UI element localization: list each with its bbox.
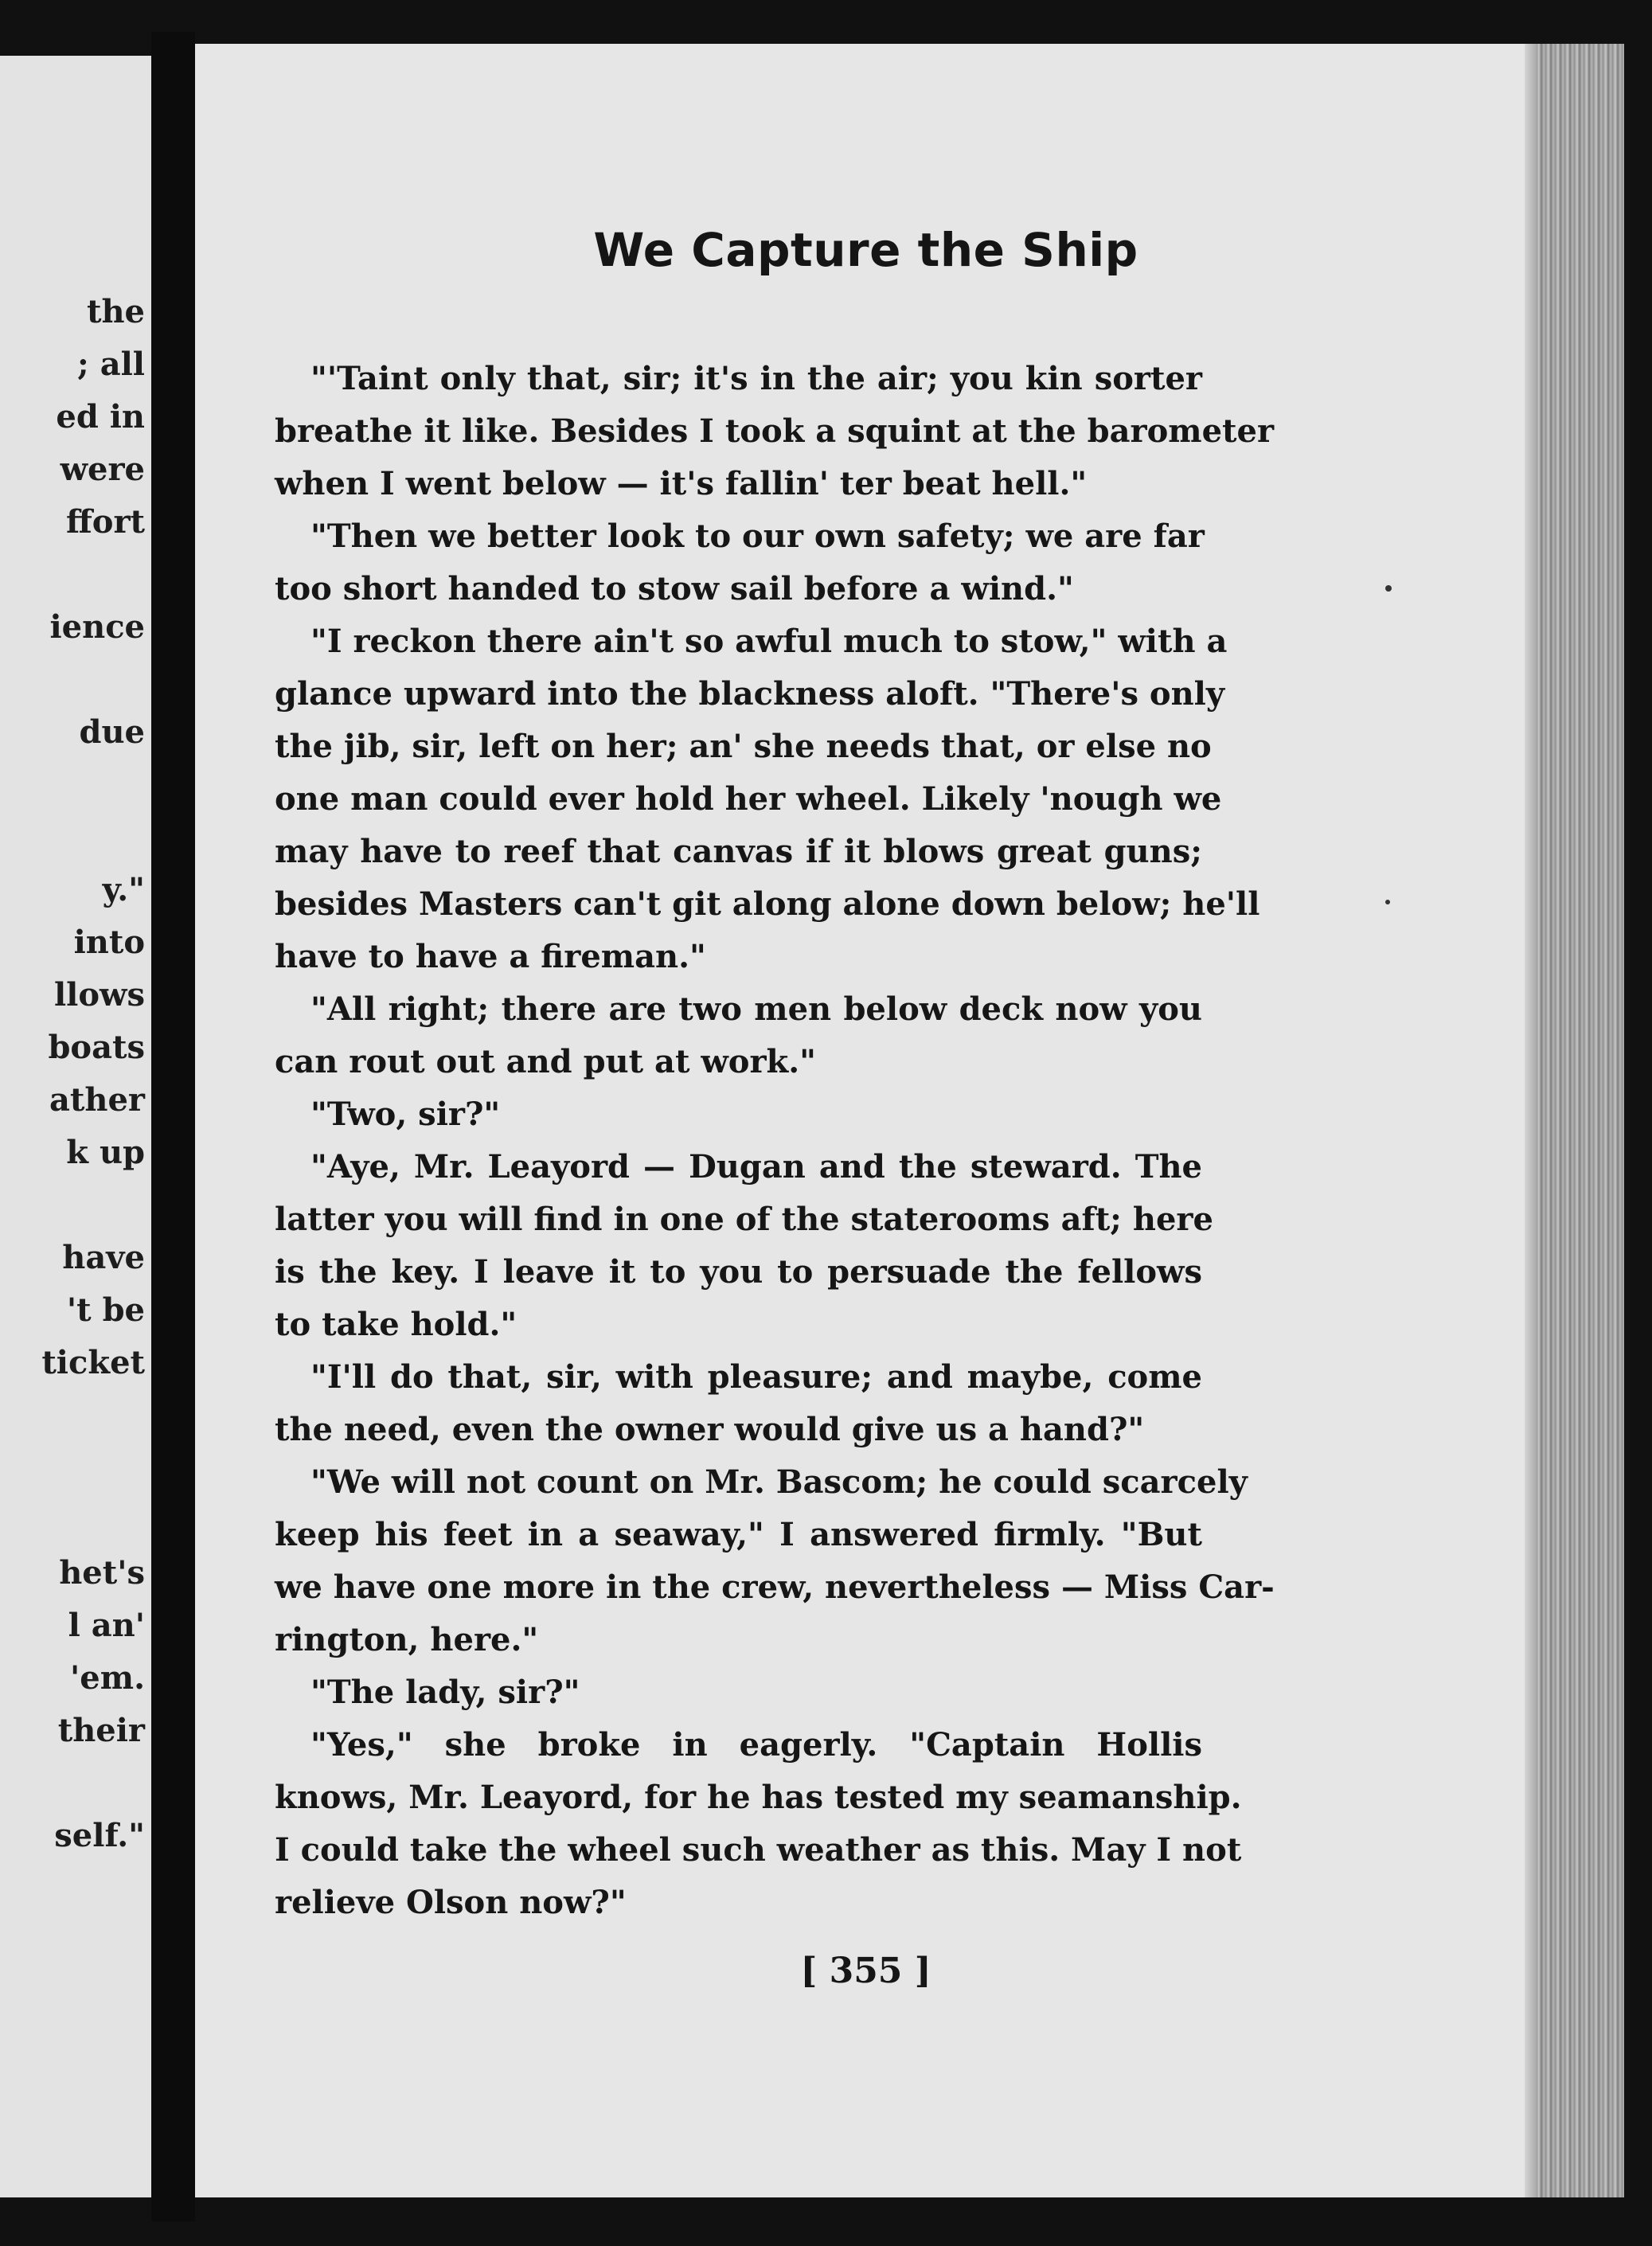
page-number: [ 355 ] bbox=[800, 1951, 931, 1991]
text-line: "I'll do that, sir, with pleasure; and maybe, come bbox=[310, 1358, 1202, 1396]
left-page-fragment: 't be bbox=[66, 1291, 145, 1329]
text-line: "Aye, Mr. Leayord — Dugan and the steward. The bbox=[310, 1148, 1202, 1185]
text-line: relieve Olson now?" bbox=[275, 1884, 627, 1921]
text-line: knows, Mr. Leayord, for he has tested my seamanship. bbox=[275, 1779, 1242, 1816]
text-line: is the key. I leave it to you to persuade the fellows bbox=[275, 1253, 1202, 1291]
text-line: "I reckon there ain't so awful much to stow," with a bbox=[310, 623, 1228, 660]
left-page-fragment: were bbox=[60, 451, 145, 488]
text-line: "Two, sir?" bbox=[310, 1096, 501, 1133]
left-page-fragment: ather bbox=[49, 1081, 145, 1119]
text-line: breathe it like. Besides I took a squint at the barometer bbox=[275, 412, 1275, 450]
text-line: the need, even the owner would give us a hand?" bbox=[275, 1411, 1145, 1448]
left-page-fragment: the bbox=[86, 293, 145, 330]
left-page-fragment: ; all bbox=[77, 346, 145, 383]
text-line: rington, here." bbox=[275, 1621, 539, 1658]
text-line: "'Taint only that, sir; it's in the air; you kin sorter bbox=[310, 360, 1202, 397]
text-line: we have one more in the crew, nevertheless — Miss Car- bbox=[275, 1568, 1275, 1606]
text-line: "All right; there are two men below deck now you bbox=[310, 990, 1202, 1028]
text-line: the jib, sir, left on her; an' she needs that, or else no bbox=[275, 728, 1212, 765]
left-page-fragment: het's bbox=[59, 1554, 145, 1592]
page-edges bbox=[1537, 44, 1624, 2197]
paper-speck bbox=[1385, 900, 1390, 904]
left-page-fragment: self." bbox=[54, 1817, 145, 1854]
text-line: to take hold." bbox=[275, 1306, 517, 1343]
left-page-fragment: have bbox=[62, 1239, 145, 1276]
left-page-fragment: due bbox=[79, 713, 145, 751]
text-line: "Then we better look to our own safety; we are far bbox=[310, 518, 1205, 555]
left-facing-page bbox=[0, 56, 151, 2197]
book-page bbox=[195, 44, 1537, 2197]
text-line: have to have a fireman." bbox=[275, 938, 706, 975]
left-page-fragment: ed in bbox=[56, 398, 145, 436]
body-text bbox=[275, 353, 1275, 1929]
left-page-fragment: into bbox=[73, 924, 145, 961]
book-gutter bbox=[151, 32, 195, 2221]
left-page-fragment: boats bbox=[48, 1029, 145, 1066]
text-line: latter you will find in one of the staterooms aft; here bbox=[275, 1201, 1213, 1238]
text-line: "The lady, sir?" bbox=[310, 1674, 580, 1711]
left-page-fragment: k up bbox=[66, 1134, 145, 1171]
text-line: keep his feet in a seaway," I answered firmly. "But bbox=[275, 1516, 1202, 1553]
text-line: too short handed to stow sail before a wind." bbox=[275, 570, 1074, 607]
text-line: can rout out and put at work." bbox=[275, 1043, 817, 1080]
left-page-fragment: ience bbox=[49, 608, 145, 646]
left-page-fragment: their bbox=[57, 1712, 145, 1749]
running-title: We Capture the Ship bbox=[593, 223, 1138, 277]
left-page-fragment: ticket bbox=[41, 1344, 145, 1381]
text-line: may have to reef that canvas if it blows great guns; bbox=[275, 833, 1202, 870]
left-page-fragment: llows bbox=[53, 976, 145, 1014]
paper-speck bbox=[1385, 585, 1392, 592]
left-page-fragment: l an' bbox=[68, 1607, 145, 1644]
text-line: I could take the wheel such weather as this. May I not bbox=[275, 1831, 1242, 1869]
text-line: when I went below — it's fallin' ter beat hell." bbox=[275, 465, 1088, 502]
left-page-fragment: ffort bbox=[65, 503, 145, 541]
text-line: glance upward into the blackness aloft. "There's only bbox=[275, 675, 1225, 713]
left-page-fragment: 'em. bbox=[70, 1659, 145, 1697]
text-line: "We will not count on Mr. Bascom; he could scarcely bbox=[310, 1463, 1248, 1501]
text-line: besides Masters can't git along alone down below; he'll bbox=[275, 885, 1260, 923]
left-page-fragment: y." bbox=[102, 871, 145, 908]
text-line: one man could ever hold her wheel. Likely 'nough we bbox=[275, 780, 1222, 818]
text-line: "Yes," she broke in eagerly. "Captain Hollis bbox=[310, 1726, 1202, 1764]
